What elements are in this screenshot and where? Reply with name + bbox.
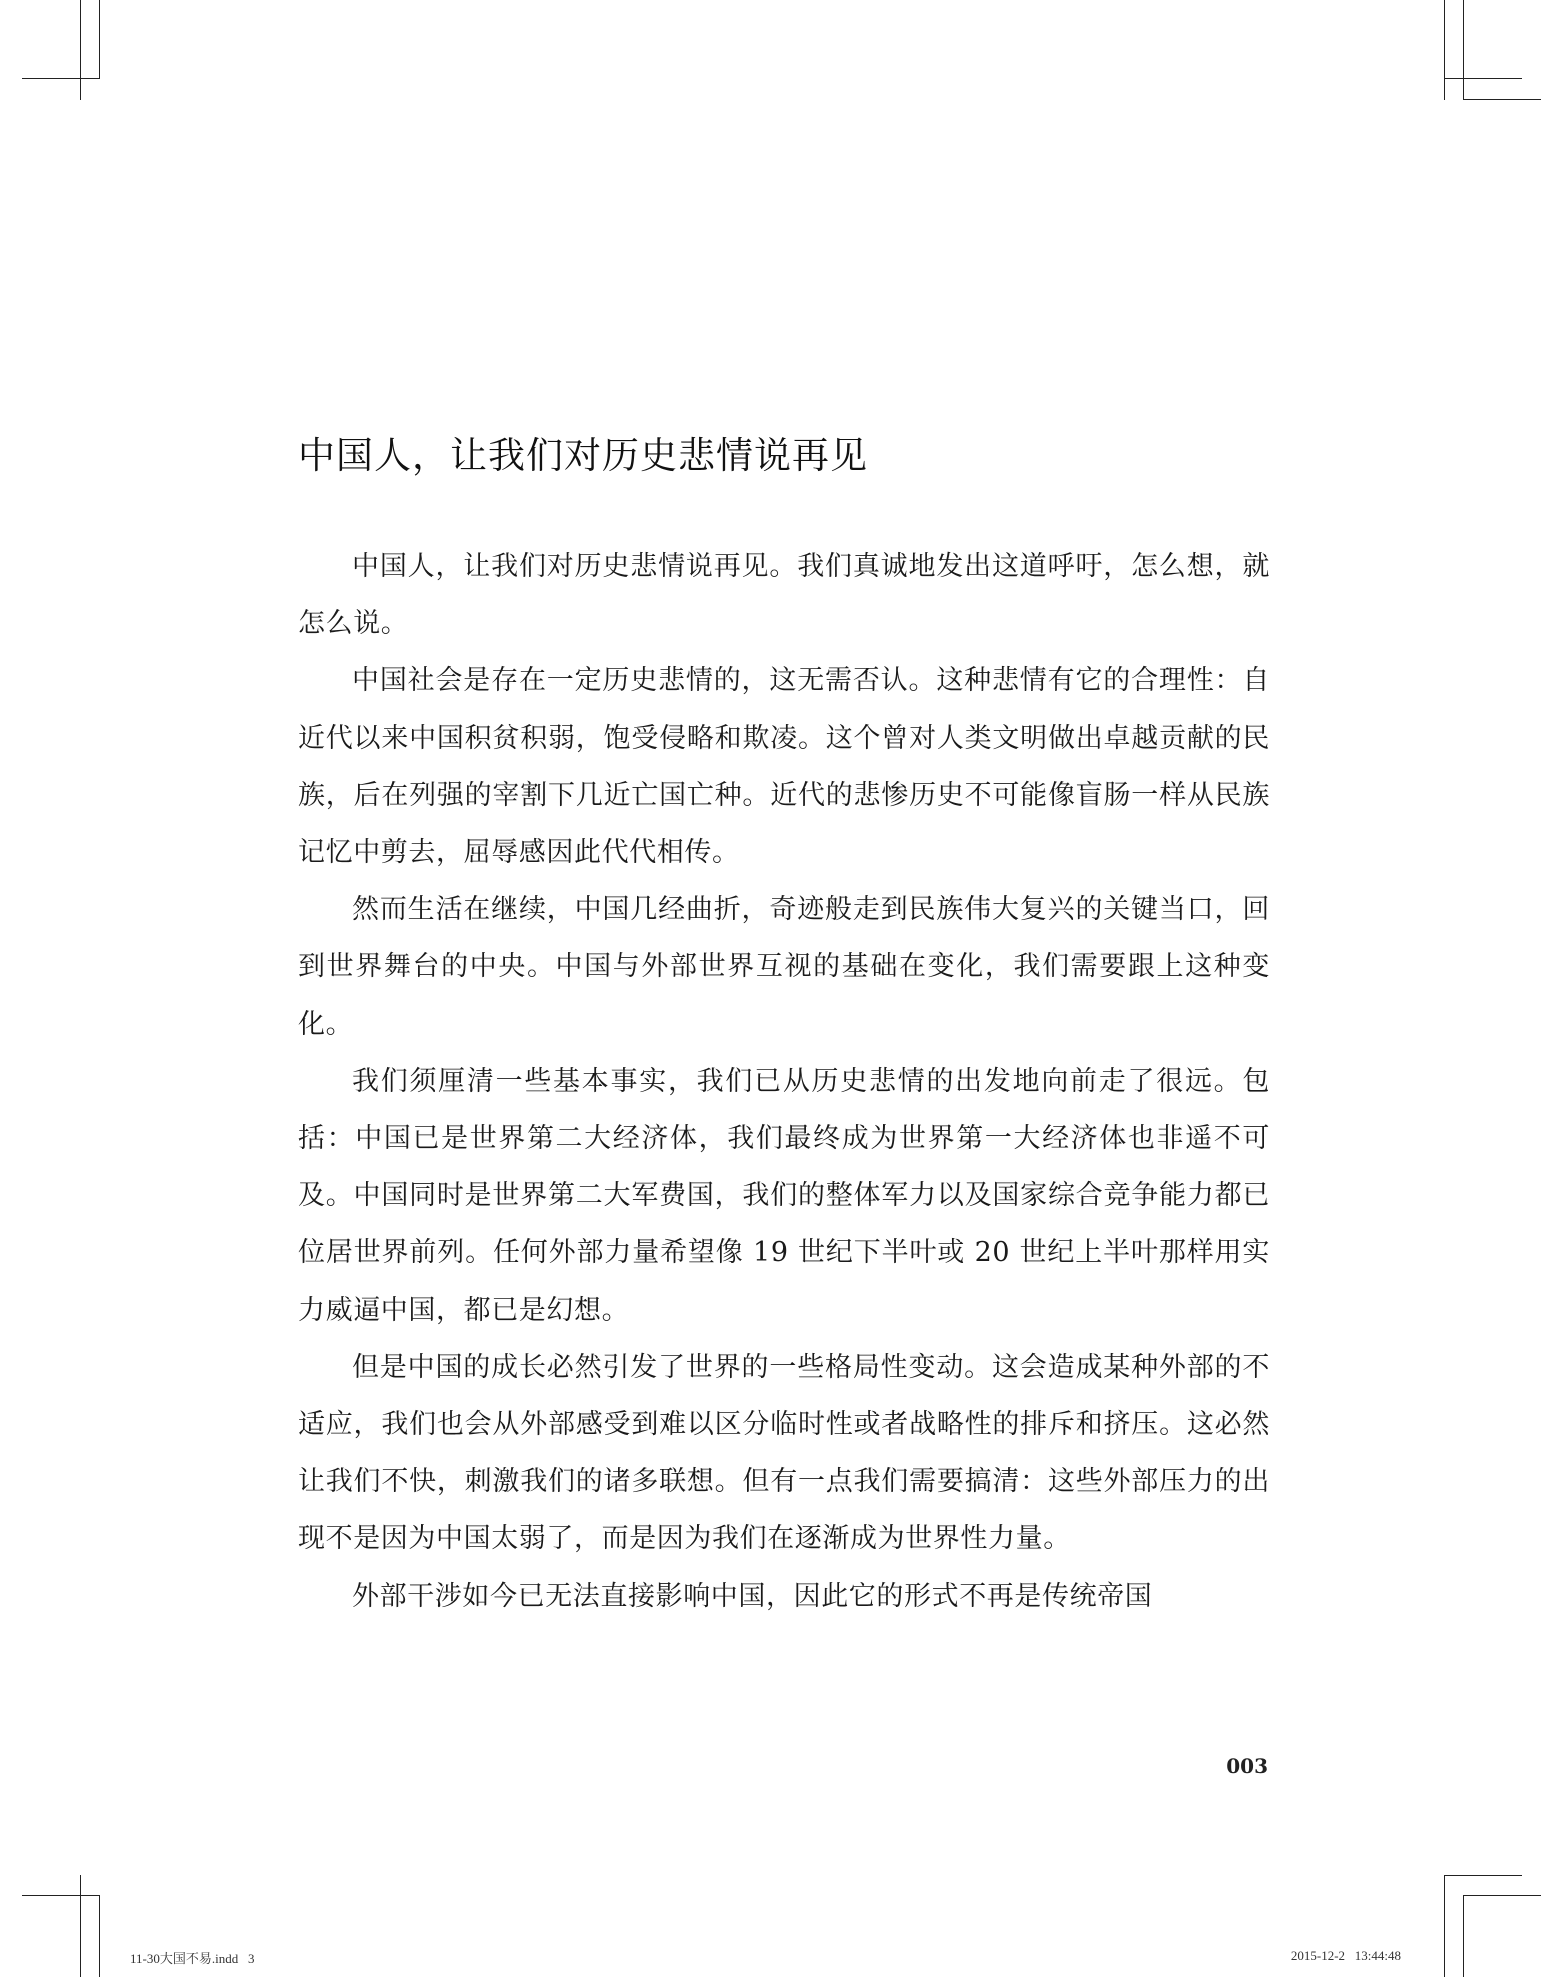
crop-mark: [22, 78, 100, 79]
crop-mark: [1463, 0, 1464, 100]
crop-mark: [22, 1895, 100, 1896]
crop-mark: [99, 0, 100, 78]
crop-mark: [1463, 1895, 1464, 1977]
print-slug-timestamp: 2015-12-2 13:44:48: [1290, 1948, 1401, 1963]
crop-mark: [99, 1895, 100, 1977]
crop-mark: [1444, 0, 1445, 100]
crop-mark: [1444, 1875, 1445, 1977]
paragraph: 中国人，让我们对历史悲情说再见。我们真诚地发出这道呼吁，怎么想，就怎么说。: [298, 551, 1270, 640]
crop-mark: [1444, 1875, 1522, 1876]
body-text: [298, 538, 1270, 1625]
print-slug-file: 11-30大国不易.indd 3: [130, 1951, 255, 1966]
paragraph: 外部干涉如今已无法直接影响中国，因此它的形式不再是传统帝国: [352, 1580, 1153, 1612]
crop-mark: [1463, 1895, 1541, 1896]
paragraph: 我们须厘清一些基本事实，我们已从历史悲情的出发地向前走了很远。包括：中国已是世界第二大经济体，我们最终成为世界第一大经济体也非遥不可及。中国同时是世界第二大军费国，我们的整体军力以及国家综合竞争能力都已位居世界前列。任何外部力量希望像 19 世纪下半叶或 20 世纪上半叶那样用实力威逼中国，都已是幻想。: [298, 1065, 1270, 1326]
crop-mark: [1444, 78, 1522, 79]
chapter-title: 中国人，让我们对历史悲情说再见: [298, 434, 868, 477]
paragraph: 然而生活在继续，中国几经曲折，奇迹般走到民族伟大复兴的关键当口，回到世界舞台的中央。中国与外部世界互视的基础在变化，我们需要跟上这种变化。: [298, 894, 1270, 1040]
paragraph: 中国社会是存在一定历史悲情的，这无需否认。这种悲情有它的合理性：自近代以来中国积贫积弱，饱受侵略和欺凌。这个曾对人类文明做出卓越贡献的民族，后在列强的宰割下几近亡国亡种。近代的悲惨历史不可能像盲肠一样从民族记忆中剪去，屈辱感因此代代相传。: [298, 665, 1270, 869]
crop-mark: [80, 1875, 81, 1977]
page-number: 003: [1226, 1754, 1268, 1778]
crop-mark: [1463, 99, 1541, 100]
crop-mark: [80, 0, 81, 100]
paragraph: 但是中国的成长必然引发了世界的一些格局性变动。这会造成某种外部的不适应，我们也会从外部感受到难以区分临时性或者战略性的排斥和挤压。这必然让我们不快，刺激我们的诸多联想。但有一点我们需要搞清：这些外部压力的出现不是因为中国太弱了，而是因为我们在逐渐成为世界性力量。: [298, 1351, 1270, 1555]
